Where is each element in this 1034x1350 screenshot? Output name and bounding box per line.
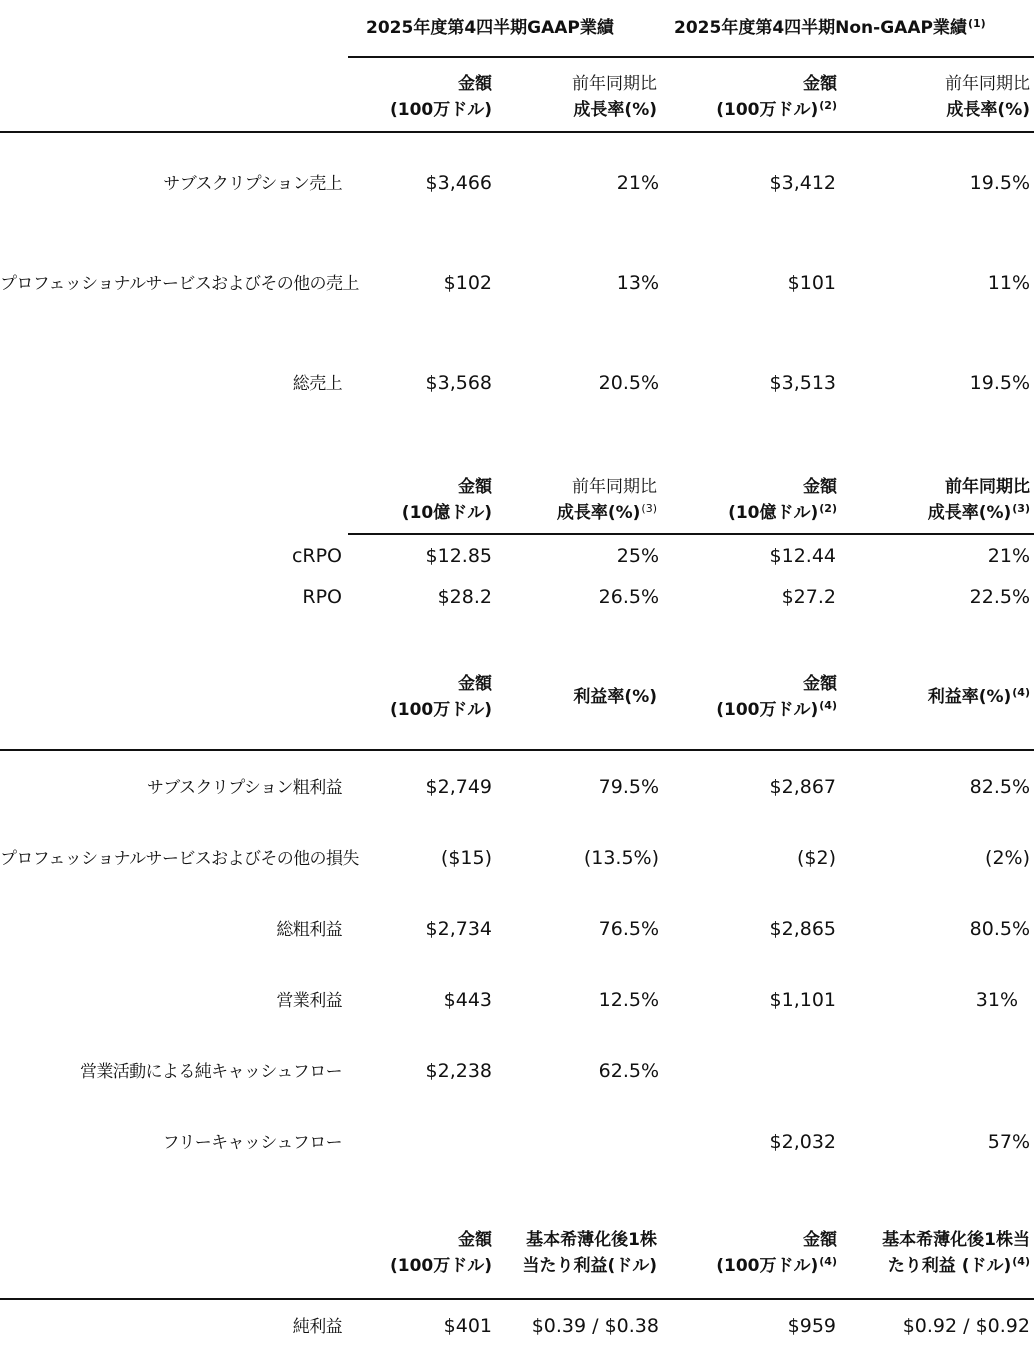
- row-label: サブスクリプション粗利益: [146, 778, 342, 798]
- footnote-marker: (4): [819, 699, 837, 712]
- profit-header-gaap-amount: 金額 (100万ドル): [389, 674, 492, 720]
- cell-gaap-growth: 25%: [616, 545, 659, 567]
- cell-nongaap-growth: 22.5%: [969, 586, 1030, 608]
- profit-header-nongaap-amount: 金額 (100万ドル)$^{(4)}$: [716, 674, 837, 720]
- cell-gaap-amount: $28.2: [437, 586, 492, 608]
- cell-nongaap-margin: (2%): [985, 847, 1030, 869]
- footnote-marker: (2): [819, 502, 837, 515]
- row-label: 純利益: [292, 1317, 342, 1337]
- cell-nongaap-amount: $101: [787, 272, 836, 294]
- row-label: 営業利益: [276, 991, 342, 1011]
- footnote-marker: (2): [819, 99, 837, 112]
- cell-nongaap-amount: ($2): [796, 847, 836, 869]
- rpo-header-nongaap-growth: 前年同期比 成長率(%)$^{(3)}$: [927, 477, 1030, 523]
- row-label: プロフェッショナルサービスおよびその他の売上: [0, 274, 359, 294]
- cell-nongaap-amount: $3,412: [769, 172, 836, 194]
- footnote-marker: (4): [819, 1255, 837, 1268]
- row-label: プロフェッショナルサービスおよびその他の損失: [0, 849, 359, 869]
- cell-gaap-amount: $3,466: [425, 172, 492, 194]
- cell-gaap-amount: $2,734: [425, 918, 492, 940]
- cell-gaap-amount: ($15): [440, 847, 492, 869]
- rpo-header-nongaap-amount: 金額 (10億ドル)$^{(2)}$: [728, 477, 837, 523]
- revenue-header-nongaap-amount: 金額 (100万ドル)$^{(2)}$: [716, 74, 837, 120]
- cell-nongaap-growth: 19.5%: [969, 172, 1030, 194]
- eps-header-gaap-amount: 金額 (100万ドル): [389, 1230, 492, 1276]
- row-label: RPO: [302, 586, 342, 608]
- cell-nongaap-amount: $2,867: [769, 776, 836, 798]
- cell-nongaap-amount: $1,101: [769, 989, 836, 1011]
- cell-gaap-growth: 13%: [616, 272, 659, 294]
- cell-gaap-growth: 26.5%: [598, 586, 659, 608]
- eps-header-nongaap-eps: 基本希薄化後1株当 たり利益 (ドル)$^{(4)}$: [882, 1230, 1030, 1276]
- cell-gaap-growth: 20.5%: [598, 372, 659, 394]
- header-underline: [348, 56, 1034, 58]
- nongaap-results-header: 2025年度第4四半期Non-GAAP業績$^{(1)}$: [674, 17, 986, 38]
- footnote-marker: (4): [1012, 686, 1030, 699]
- row-label: 総売上: [292, 374, 342, 394]
- cell-gaap-amount: $3,568: [425, 372, 492, 394]
- cell-gaap-amount: $102: [443, 272, 492, 294]
- revenue-header-gaap-amount: 金額 (100万ドル): [389, 74, 492, 120]
- eps-header-nongaap-amount: 金額 (100万ドル)$^{(4)}$: [716, 1230, 837, 1276]
- row-label: サブスクリプション売上: [163, 174, 342, 194]
- gaap-results-header: 2025年度第4四半期GAAP業績: [366, 18, 614, 38]
- footnote-marker: (3): [641, 502, 657, 515]
- cell-gaap-margin: 12.5%: [598, 989, 659, 1011]
- cell-nongaap-margin: 57%: [987, 1131, 1030, 1153]
- cell-gaap-amount: $443: [443, 989, 492, 1011]
- row-label: 営業活動による純キャッシュフロー: [79, 1062, 342, 1082]
- cell-nongaap-growth: 21%: [987, 545, 1030, 567]
- row-label: フリーキャッシュフロー: [162, 1133, 342, 1153]
- revenue-header-nongaap-growth: 前年同期比 成長率(%): [945, 74, 1030, 120]
- eps-header-gaap-eps: 基本希薄化後1株 当たり利益(ドル): [522, 1230, 657, 1276]
- cell-nongaap-amount: $27.2: [781, 586, 836, 608]
- cell-gaap-margin: 62.5%: [598, 1060, 659, 1082]
- cell-nongaap-amount: $2,865: [769, 918, 836, 940]
- row-label: cRPO: [291, 545, 342, 567]
- section-divider: [0, 131, 1034, 133]
- section-divider: [0, 1298, 1034, 1300]
- cell-nongaap-amount: $12.44: [769, 545, 836, 567]
- cell-nongaap-eps: $0.92 / $0.92: [902, 1315, 1030, 1337]
- cell-nongaap-amount: $2,032: [769, 1131, 836, 1153]
- cell-gaap-margin: 79.5%: [598, 776, 659, 798]
- cell-gaap-eps: $0.39 / $0.38: [531, 1315, 659, 1337]
- cell-nongaap-amount: $3,513: [769, 372, 836, 394]
- cell-gaap-amount: $12.85: [425, 545, 492, 567]
- cell-nongaap-growth: 19.5%: [969, 372, 1030, 394]
- cell-gaap-margin: 76.5%: [598, 918, 659, 940]
- row-label: 総粗利益: [276, 920, 342, 940]
- cell-gaap-growth: 21%: [616, 172, 659, 194]
- cell-nongaap-margin: 82.5%: [969, 776, 1030, 798]
- cell-nongaap-amount: $959: [787, 1315, 836, 1337]
- profit-header-nongaap-margin: 利益率(%)$^{(4)}$: [927, 686, 1030, 707]
- section-divider: [348, 533, 1034, 535]
- footnote-marker: (4): [1012, 1255, 1030, 1268]
- footnote-marker: (3): [1012, 502, 1030, 515]
- cell-gaap-margin: (13.5%): [583, 847, 659, 869]
- section-divider: [0, 749, 1034, 751]
- footnote-marker: (1): [967, 17, 986, 30]
- cell-gaap-amount: $2,238: [425, 1060, 492, 1082]
- profit-header-gaap-margin: 利益率(%): [573, 687, 657, 707]
- revenue-header-gaap-growth: 前年同期比 成長率(%): [572, 74, 657, 120]
- cell-nongaap-margin: 31%: [975, 989, 1018, 1011]
- rpo-header-gaap-growth: 前年同期比 成長率(%)$^{(3)}$: [556, 477, 657, 523]
- cell-gaap-amount: $2,749: [425, 776, 492, 798]
- cell-nongaap-margin: 80.5%: [969, 918, 1030, 940]
- cell-nongaap-growth: 11%: [987, 272, 1030, 294]
- rpo-header-gaap-amount: 金額 (10億ドル): [401, 477, 492, 523]
- cell-gaap-amount: $401: [443, 1315, 492, 1337]
